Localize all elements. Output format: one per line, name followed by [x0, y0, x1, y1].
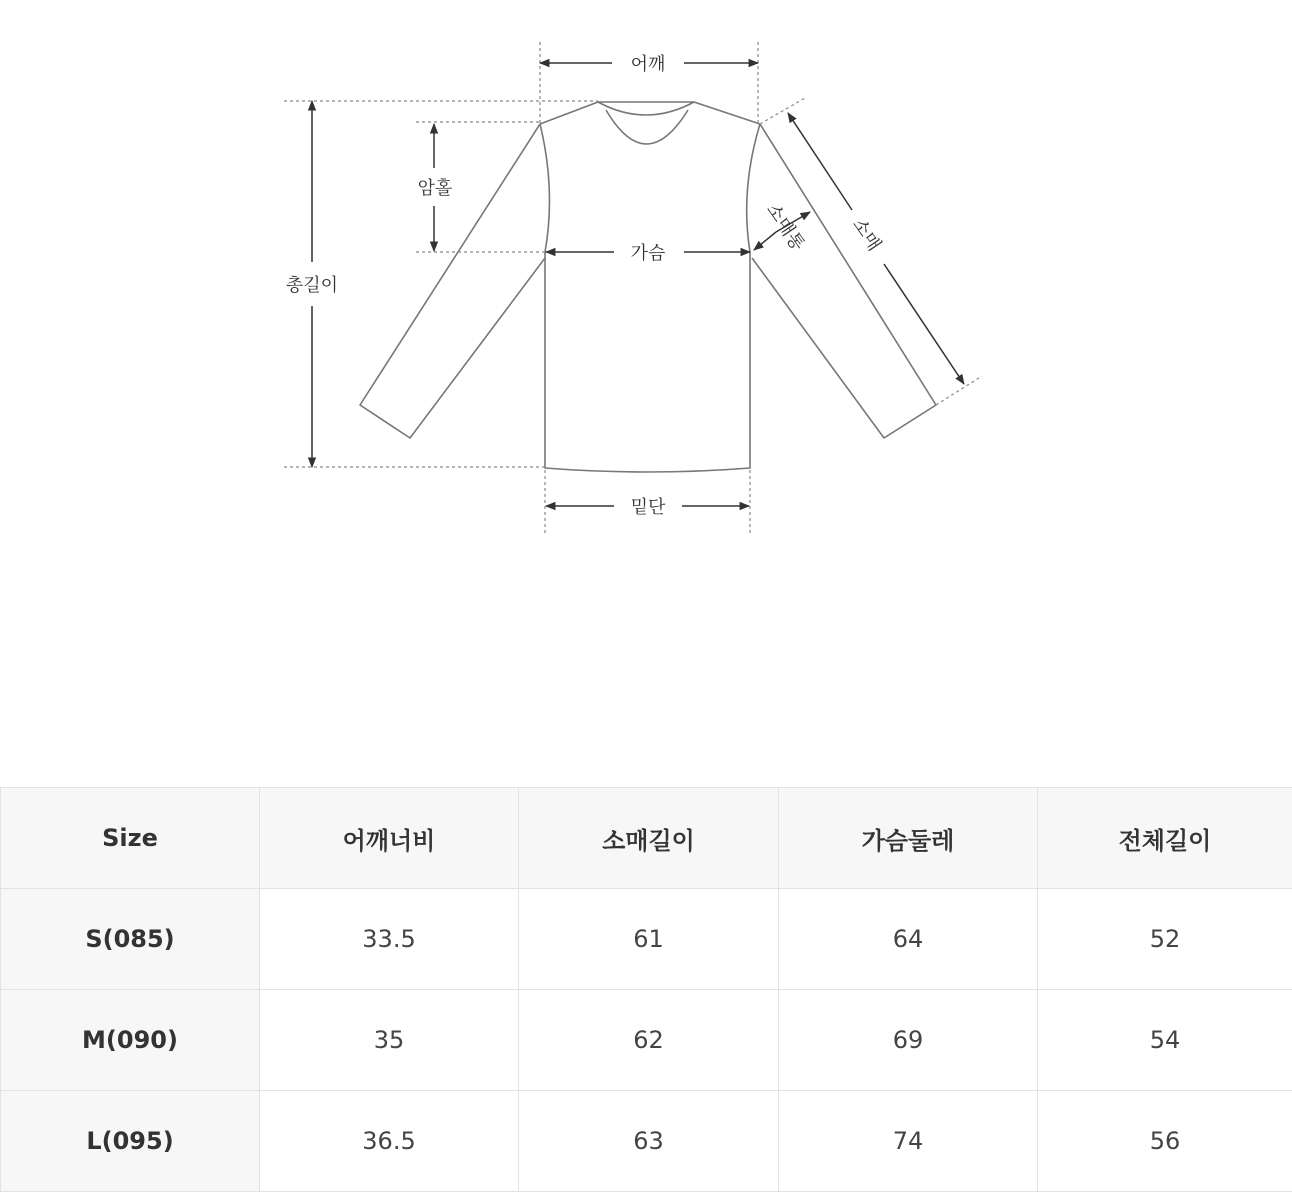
guide-lines: [284, 42, 982, 535]
hem-dimension: [546, 497, 749, 518]
table-cell: 69: [779, 990, 1038, 1091]
size-cell: L(095): [1, 1091, 260, 1192]
sleeve-width-label: 소매통: [762, 200, 809, 255]
chest-label: 가슴: [631, 243, 666, 264]
header-total-length: 전체길이: [1038, 788, 1292, 889]
sleeve-width-dimension: [754, 200, 810, 255]
table-row: [1, 1091, 1292, 1192]
table-cell: 64: [779, 889, 1038, 990]
total-length-label: 총길이: [286, 275, 338, 296]
table-cell: 52: [1038, 889, 1292, 990]
table-cell: 36.5: [260, 1091, 519, 1192]
shoulder-label: 어깨: [631, 54, 666, 75]
table-cell: 61: [519, 889, 779, 990]
table-cell: 54: [1038, 990, 1292, 1091]
hem-label: 밑단: [631, 497, 666, 518]
armhole-dimension: [418, 124, 453, 251]
table-cell: 74: [779, 1091, 1038, 1192]
header-sleeve-length: 소매길이: [519, 788, 779, 889]
header-chest-circumference: 가슴둘레: [779, 788, 1038, 889]
chest-dimension: [546, 243, 750, 264]
size-cell: M(090): [1, 990, 260, 1091]
table-row: [1, 990, 1292, 1091]
size-cell: S(085): [1, 889, 260, 990]
table-cell: 56: [1038, 1091, 1292, 1192]
table-header-row: [1, 788, 1292, 889]
total-length-dimension: [286, 101, 338, 467]
armhole-label: 암홀: [418, 177, 453, 199]
table-cell: 35: [260, 990, 519, 1091]
table-cell: 33.5: [260, 889, 519, 990]
table-cell: 62: [519, 990, 779, 1091]
header-shoulder-width: 어깨너비: [260, 788, 519, 889]
shirt-outline: [360, 102, 936, 472]
size-guide-diagram: [0, 0, 1292, 560]
header-size: Size: [1, 788, 260, 889]
table-row: [1, 889, 1292, 990]
table-cell: 63: [519, 1091, 779, 1192]
shoulder-dimension: [540, 54, 758, 75]
size-table: [0, 787, 1292, 1192]
sleeve-label: 소매: [848, 214, 885, 255]
